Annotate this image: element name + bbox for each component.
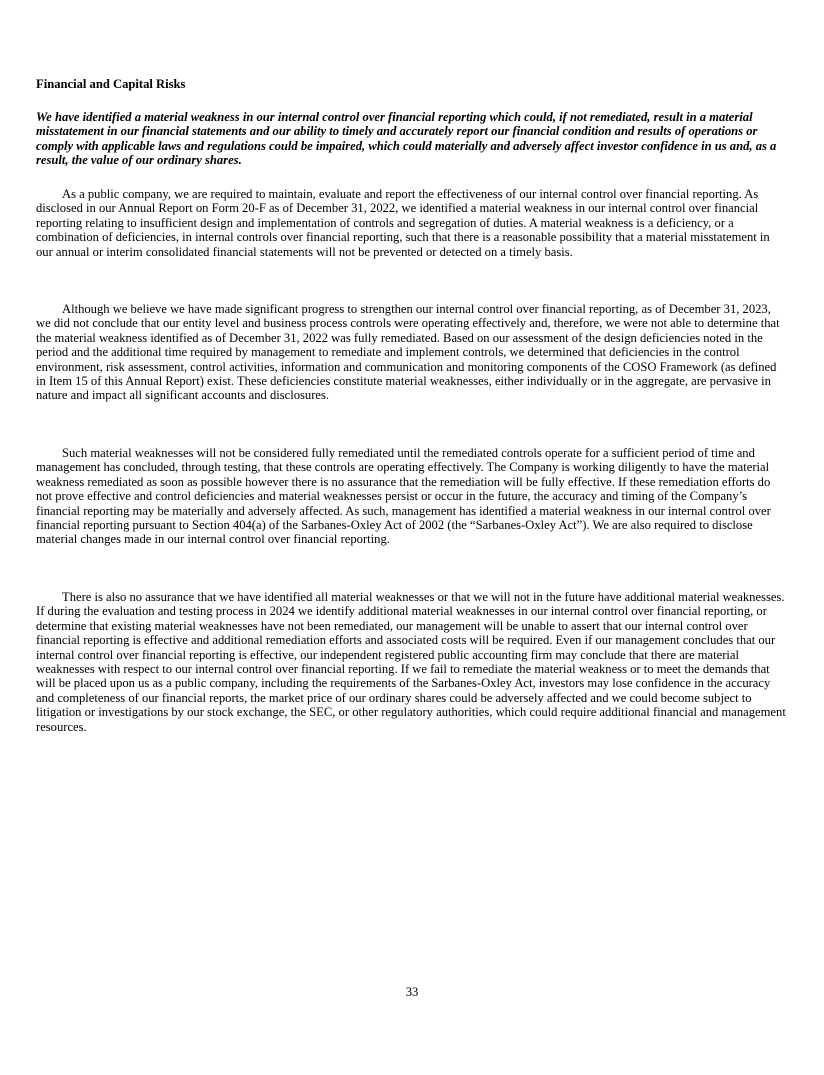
paragraph-remediation-progress: Although we believe we have made significant progress to strengthen our internal control over financial reporting, as of December 31, 2023, we did not conclude that our entity level and business process controls were operating effectively and, therefore, we were not able to determine that the material weakness identified as of December 31, 2022 was fully remediated. Based on our assessment of the design deficiencies noted in the period and the additional time required by management to remediate and implement controls, we determined that deficiencies in the control environment, risk assessment, control activities, information and communication and monitoring components of the COSO Framework (as defined in Item 15 of this Annual Report) exist. These deficiencies constitute material weaknesses, either individually or in the aggregate, are pervasive in nature and impact all significant accounts and disclosures. (36, 302, 780, 403)
document-page (36, 0, 788, 1075)
paragraph-additional-weaknesses: There is also no assurance that we have identified all material weaknesses or that we will not in the future have additional material weaknesses. If during the evaluation and testing process in 2024 we identify additional material weaknesses in our internal control over financial reporting, or determine that existing material weaknesses have not been remediated, our management will be unable to assert that our internal control over financial reporting is effective and additional remediation efforts and associated costs will be required. Even if our management concludes that our internal control over financial reporting is effective, our independent registered public accounting firm may conclude that there are material weaknesses with respect to our internal control over financial reporting. If we fail to remediate the material weakness or to meet the demands that will be placed upon us as a public company, including the requirements of the Sarbanes-Oxley Act, investors may lose confidence in the accuracy and completeness of our financial reports, the market price of our ordinary shares could be adversely affected and we could become subject to litigation or investigations by our stock exchange, the SEC, or other regulatory authorities, which could require additional financial and management resources. (36, 590, 786, 734)
risk-factor-heading: We have identified a material weakness in our internal control over financial reporting which could, if not remediated, result in a material misstatement in our financial statements and our ability to timely and accurately report our financial condition and results of operations or comply with applicable laws and regulations could be impaired, which could materially and adversely affect investor confidence in us and, as a result, the value of our ordinary shares. (36, 110, 777, 168)
section-heading: Financial and Capital Risks (36, 77, 186, 91)
paragraph-internal-control: As a public company, we are required to maintain, evaluate and report the effectiveness of our internal control over financial reporting. As disclosed in our Annual Report on Form 20-F as of December 31, 2022, we identified a material weakness in our internal control over financial reporting relating to insufficient design and implementation of controls and segregation of duties. A material weakness is a deficiency, or a combination of deficiencies, in internal controls over financial reporting, such that there is a reasonable possibility that a material misstatement in our annual or interim consolidated financial statements will not be prevented or detected on a timely basis. (36, 187, 770, 259)
paragraph-remediation-status: Such material weaknesses will not be considered fully remediated until the remediated controls operate for a sufficient period of time and management has concluded, through testing, that these controls are operating effectively. The Company is working diligently to have the material weakness remediated as soon as possible however there is no assurance that the remediation will be fully effective. If these remediation efforts do not prove effective and control deficiencies and material weaknesses persist or occur in the future, the accuracy and timing of the Company’s financial reporting may be materially and adversely affected. As such, management has identified a material weakness in our internal control over financial reporting pursuant to Section 404(a) of the Sarbanes-Oxley Act of 2002 (the “Sarbanes-Oxley Act”). We are also required to disclose material changes made in our internal control over financial reporting. (36, 446, 771, 547)
page-number: 33 (405, 985, 419, 999)
